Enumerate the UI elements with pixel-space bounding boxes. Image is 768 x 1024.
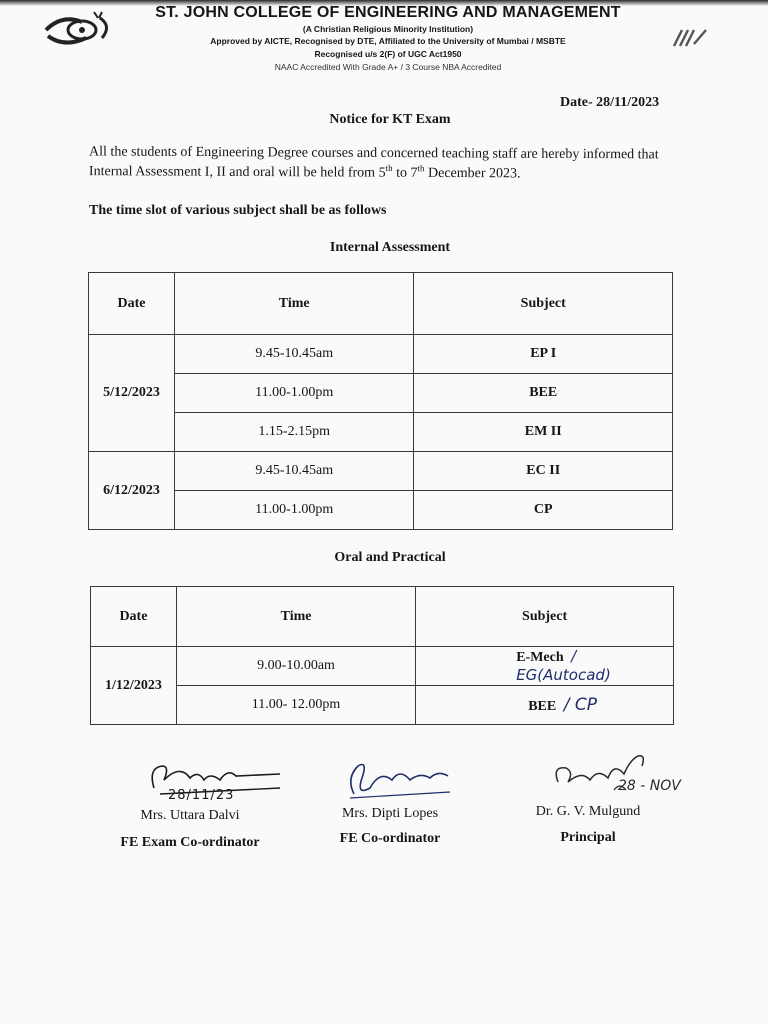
handwritten-note: 28 - NOV [618,778,681,794]
handwritten-subject: / CP [563,695,597,715]
table-row [91,647,674,686]
header-date: Date [91,587,177,647]
oral-practical-title: Oral and Practical [334,550,446,565]
date-cell: 5/12/2023 [89,335,175,452]
date-cell: 1/12/2023 [91,647,177,725]
signatory-name: Mrs. Dipti Lopes [341,806,439,821]
header-subject: Subject [416,587,674,647]
header-time: Time [176,587,415,647]
table-row [89,374,673,413]
time-cell: 1.15-2.15pm [174,413,414,452]
signatory-name: Dr. G. V. Mulgund [535,804,641,819]
signature-gv-mulgund [548,752,658,802]
signatory-role: Principal [560,830,616,845]
header-time: Time [174,273,414,335]
notice-date: Date- 28/11/2023 [560,95,660,110]
table-header-row [89,273,673,335]
college-name: ST. JOHN COLLEGE OF ENGINEERING AND MANAGEMENT [155,4,621,21]
table-row [89,452,673,491]
subject-printed: BEE [528,699,557,714]
college-logo-icon [42,8,122,50]
header-date: Date [89,273,175,335]
time-cell: 11.00-1.00pm [174,491,414,530]
header-line-naac: NAAC Accredited With Grade A+ / 3 Course NBA Accredited [274,62,502,72]
header-line-approval: Approved by AICTE, Recognised by DTE, Affiliated to the University of Mumbai / MSBTE [210,36,566,46]
subject-cell: BEE [414,374,673,413]
subject-cell: CP [414,491,673,530]
subject-cell [416,686,674,725]
header-line-minority: (A Christian Religious Minority Institution) [302,24,474,34]
subject-cell: EP I [414,335,673,374]
table-row [89,413,673,452]
accreditation-mark-icon [672,26,708,48]
table-row [89,491,673,530]
header-line-ugc: Recognised u/s 2(F) of UGC Act1950 [314,49,462,59]
time-cell: 11.00- 12.00pm [176,686,415,725]
subject-cell: EC II [414,452,673,491]
signatory-role: FE Co-ordinator [339,831,441,846]
handwritten-date: 28/11/23 [168,788,235,803]
time-slot-heading: The time slot of various subject shall be as follows [89,203,387,218]
subject-printed: E-Mech [516,650,564,665]
notice-title: Notice for KT Exam [329,112,451,127]
internal-assessment-title: Internal Assessment [329,240,451,255]
notice-paragraph: All the students of Engineering Degree courses and concerned teaching staff are hereby informed that Internal Assessment I, II and oral will be held from 5th to 7th December 2023. [88,144,659,182]
signature-dipti-lopes [340,758,460,808]
time-cell: 9.00-10.00am [176,647,415,686]
time-cell: 9.45-10.45am [174,452,414,491]
internal-assessment-table [88,272,673,530]
subject-cell: EM II [414,413,673,452]
table-row [89,335,673,374]
table-header-row [91,587,674,647]
time-cell: 9.45-10.45am [174,335,414,374]
handwritten-subject: / EG(Autocad) [516,647,611,684]
header-subject: Subject [414,273,673,335]
signatory-name: Mrs. Uttara Dalvi [140,808,240,823]
time-cell: 11.00-1.00pm [174,374,414,413]
table-row [91,686,674,725]
date-cell: 6/12/2023 [89,452,175,530]
subject-cell [416,647,674,686]
signatory-role: FE Exam Co-ordinator [120,835,260,850]
oral-practical-table [90,586,674,725]
